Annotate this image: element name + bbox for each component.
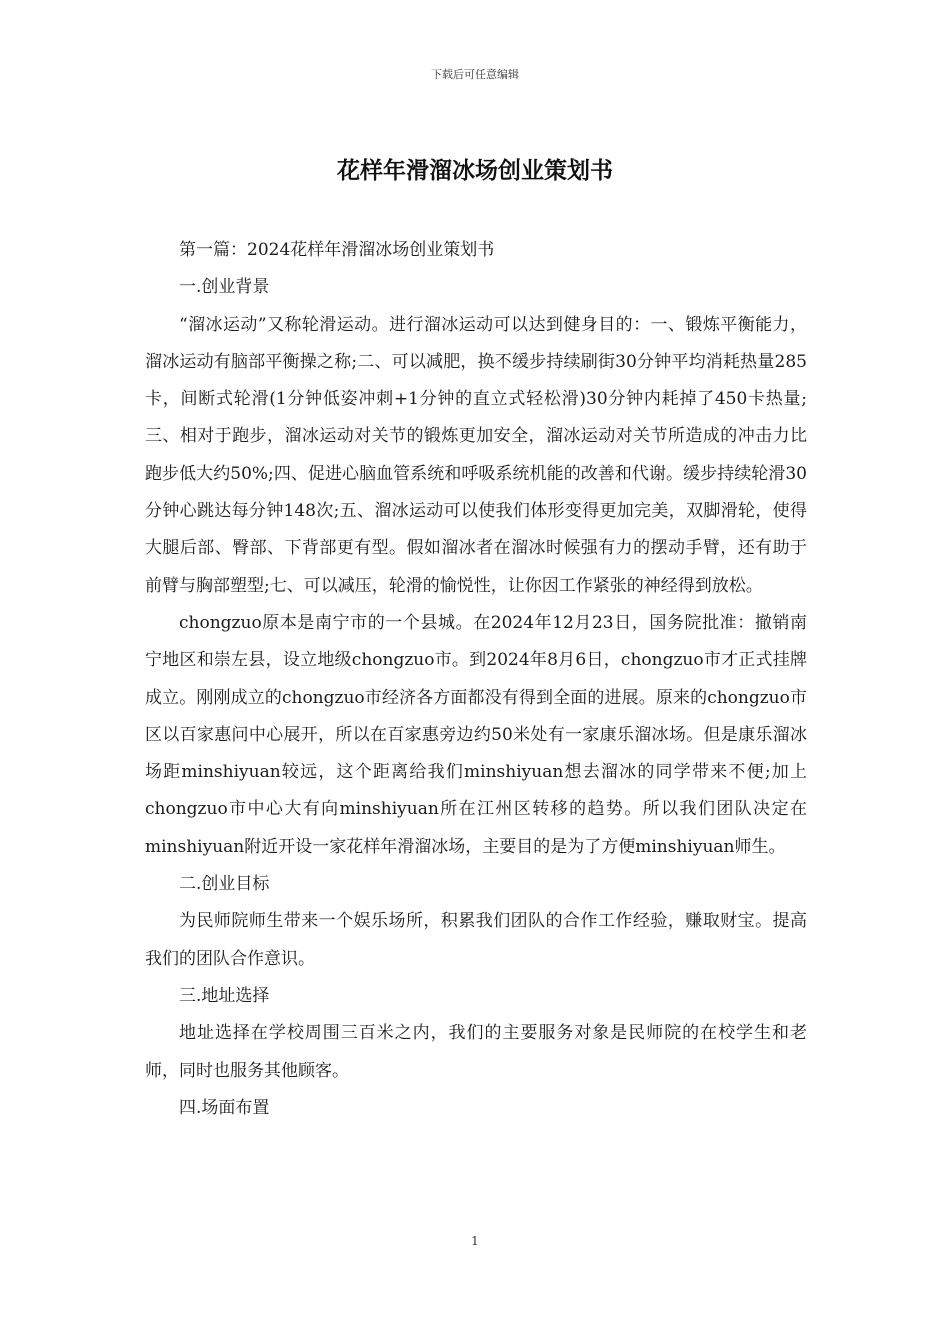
section-heading-location: 三.地址选择 [179, 985, 270, 1006]
document-body [145, 232, 807, 1127]
section-heading-background: 一.创业背景 [179, 277, 270, 298]
paragraph-location: 地址选择在学校周围三百米之内，我们的主要服务对象是民师院的在校学生和老师，同时也服务其他顾客。 [145, 1023, 807, 1081]
document-title: 花样年滑溜冰场创业策划书 [337, 157, 613, 184]
section-heading-goals: 二.创业目标 [179, 874, 270, 895]
paragraph-chongzuo-context: chongzuo原本是南宁市的一个县城。在2024年12月23日，国务院批准：撤销南宁地区和崇左县，设立地级chongzuo市。到2024年8月6日，chongzuo市才正式挂牌成立。刚刚成立的chongzuo市经济各方面都没有得到全面的进展。原来的chongzuo市区以百家惠问中心展开，所以在百家惠旁边约50米处有一家康乐溜冰场。但是康乐溜冰场距minshiyuan较远，这个距离给我们minshiyuan想去溜冰的同学带来不便;加上chongzuo市中心大有向minshiyuan所在江州区转移的趋势。所以我们团队决定在minshiyuan附近开设一家花样年滑溜冰场，主要目的是为了方便minshiyuan师生。 [145, 612, 807, 857]
paragraph-skating-benefits: “溜冰运动”又称轮滑运动。进行溜冰运动可以达到健身目的：一、锻炼平衡能力，溜冰运动有脑部平衡操之称;二、可以减肥，换不缓步持续刷街30分钟平均消耗热量285卡，间断式轮滑(1分钟低姿冲刺+1分钟的直立式轻松滑)30分钟内耗掉了450卡热量;三、相对于跑步，溜冰运动对关节的锻炼更加安全，溜冰运动对关节所造成的冲击力比跑步低大约50%;四、促进心脑血管系统和呼吸系统机能的改善和代谢。缓步持续轮滑30分钟心跳达每分钟148次;五、溜冰运动可以使我们体形变得更加完美，双脚滑轮，使得大腿后部、臀部、下背部更有型。假如溜冰者在溜冰时候强有力的摆动手臂，还有助于前臂与胸部塑型;七、可以减压，轮滑的愉悦性，让你因工作紧张的神经得到放松。 [145, 314, 807, 596]
chapter-heading: 第一篇：2024花样年滑溜冰场创业策划书 [179, 240, 495, 260]
header-note: 下载后可任意编辑 [431, 68, 519, 81]
section-heading-layout: 四.场面布置 [179, 1097, 270, 1118]
paragraph-goals: 为民师院师生带来一个娱乐场所，积累我们团队的合作工作经验，赚取财宝。提高我们的团队合作意识。 [145, 911, 807, 969]
page-number: 1 [471, 1234, 479, 1248]
